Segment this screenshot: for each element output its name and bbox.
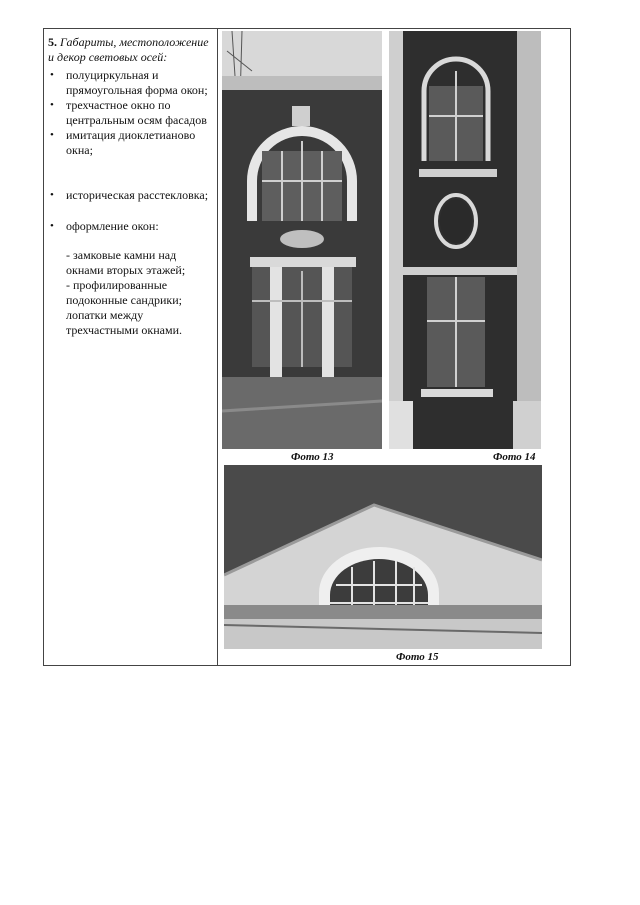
list-item: • трехчастное окно по центральным осям фасадов: [48, 98, 213, 128]
section-number: 5.: [48, 35, 57, 49]
document-table: [43, 28, 571, 666]
gable-window-image: [224, 465, 542, 649]
building-wall-image: [389, 31, 541, 449]
section-heading: [48, 35, 213, 65]
building-facade-image: [222, 31, 382, 449]
feature-list: [48, 68, 213, 234]
photo-13: [222, 31, 382, 449]
sub-list-item: - профилированные подоконные сандрики; лопатки между трехчастными окнами.: [66, 278, 182, 337]
list-item: • историческая расстекловка;: [48, 188, 213, 203]
photo-13-caption: Фото 13: [291, 451, 334, 463]
column-divider: [217, 29, 218, 665]
description-column: [44, 29, 217, 665]
photo-15: [224, 465, 542, 649]
list-item: • имитация диоклетианово окна;: [48, 128, 213, 158]
sub-list-item: - замковые камни над окнами вторых этажей;: [66, 248, 186, 277]
list-item: • полуциркульная и прямоугольная форма окон;: [48, 68, 213, 98]
photo-15-caption: Фото 15: [396, 651, 439, 663]
section-title: Габариты, местоположение и декор световых осей:: [48, 35, 209, 64]
sub-list: [66, 248, 213, 338]
photo-14-caption: Фото 14: [493, 451, 536, 463]
list-item: • оформление окон:: [48, 219, 213, 234]
photo-14: [389, 31, 541, 449]
